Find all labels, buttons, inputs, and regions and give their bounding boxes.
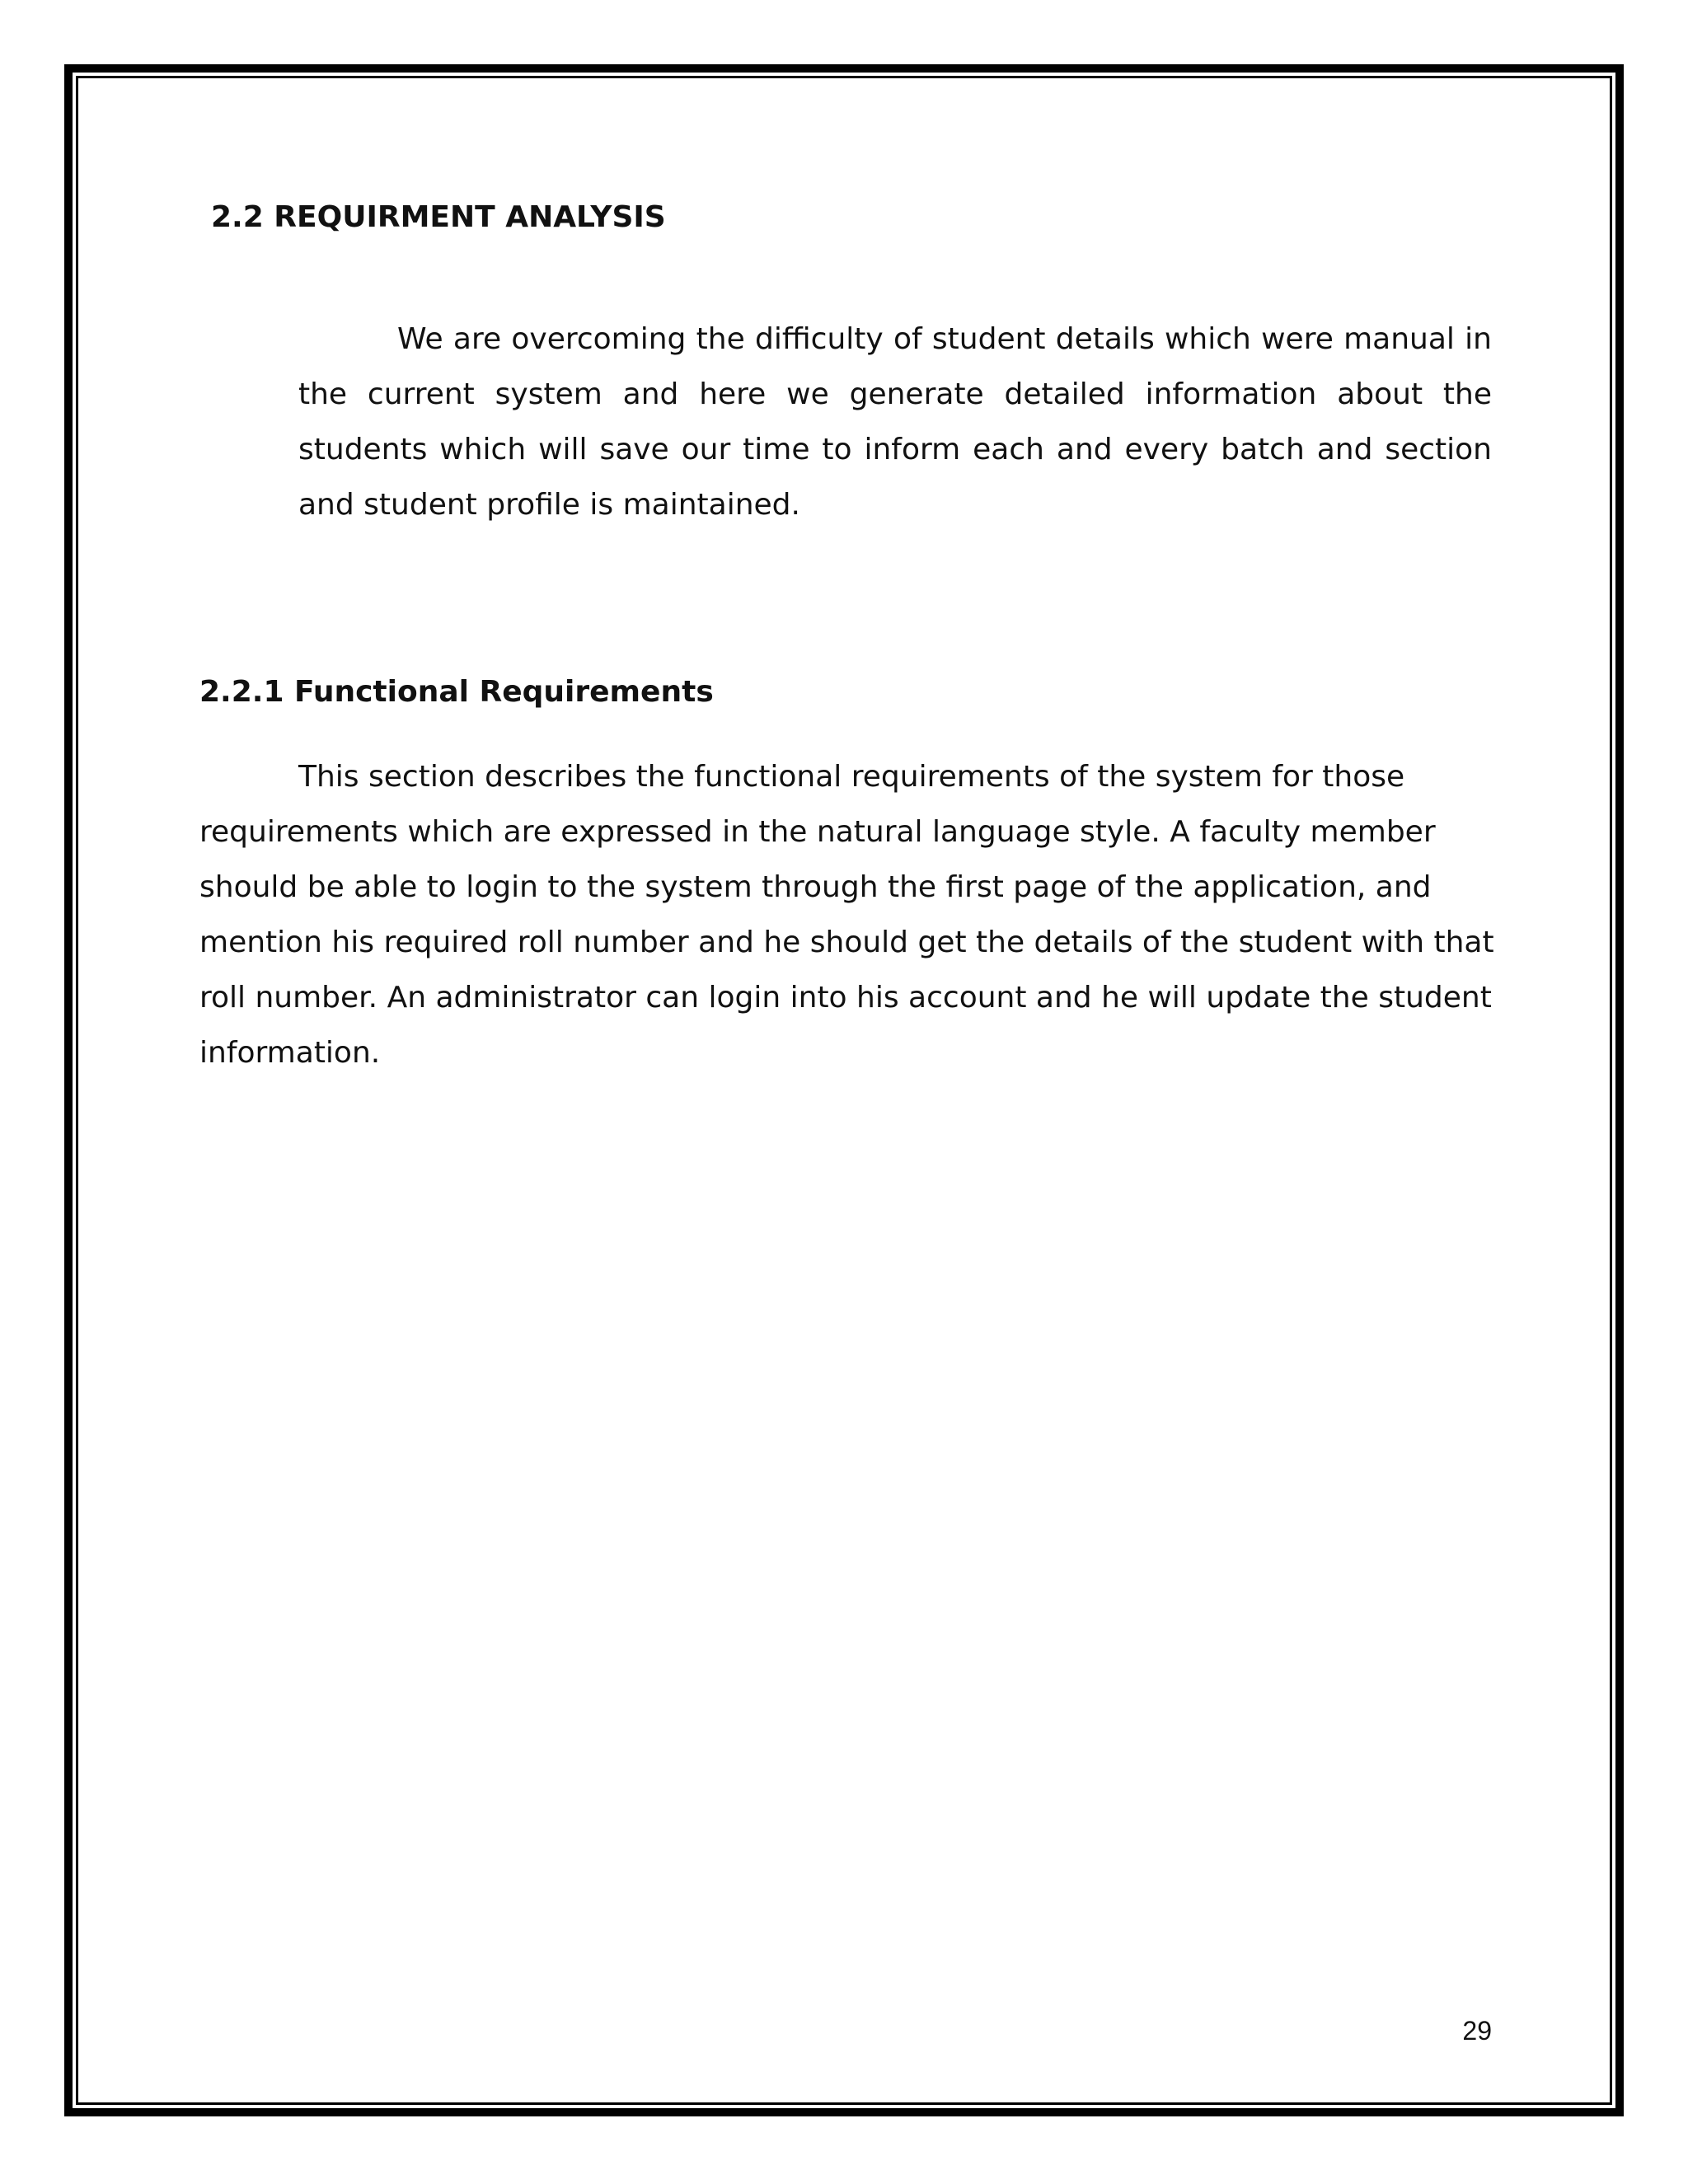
subsection-heading: 2.2.1 Functional Requirements (199, 675, 714, 709)
page-number: 29 (1462, 2016, 1492, 2046)
subsection-paragraph: This section describes the functional requirements of the system for those requirements which are expressed in the natural language style. A faculty member should be able to login to the system through the first page of the application, and mention his required roll number and he should get the details of the student with that roll number. An administrator can login into his account and he will update the student information. (199, 760, 1494, 1070)
section-paragraph: We are overcoming the difficulty of student details which were manual in the current system and here we generate detailed information about the students which will save our time to inform each and every batch and section and student profile is maintained. (298, 322, 1492, 522)
section-heading: 2.2 REQUIRMENT ANALYSIS (211, 200, 666, 234)
